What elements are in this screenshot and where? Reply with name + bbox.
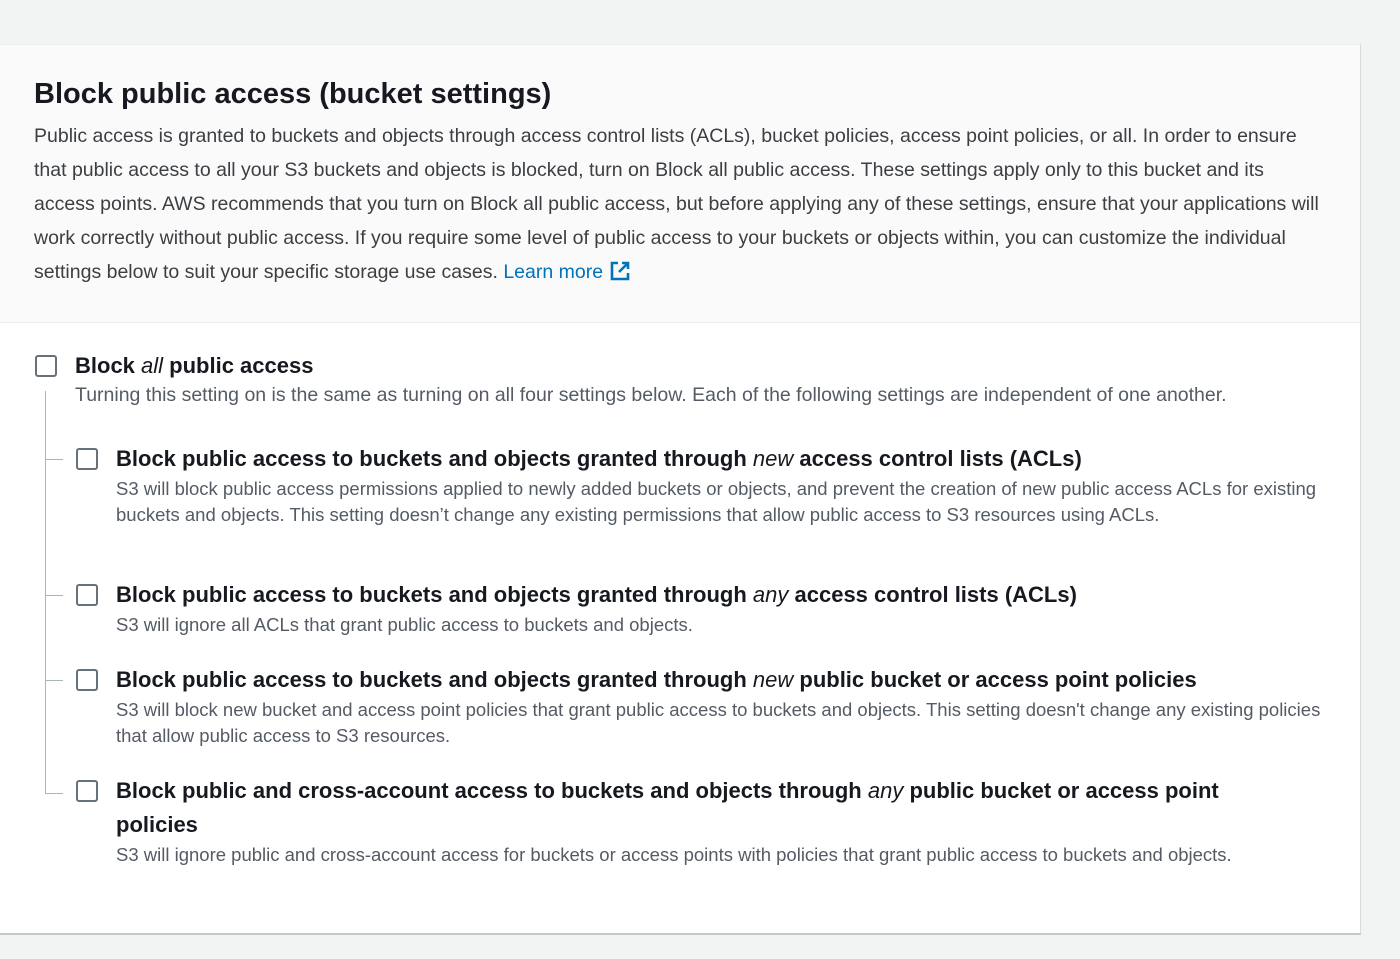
block-all-title-em[interactable]: all (141, 353, 164, 378)
option-1-title-pre[interactable]: Block public access to buckets and objects granted through (116, 446, 753, 471)
external-link-icon[interactable] (609, 260, 631, 282)
section-title: Block public access (bucket settings) (34, 78, 552, 110)
block-all-description: Turning this setting on is the same as turning on all four settings below. Each of the following settings are independent of one another. (75, 384, 1227, 406)
option-3-description: S3 will block new bucket and access point policies that grant public access to buckets and objects. This setting doesn't change any existing policies that allow public access to S3 resources. (116, 699, 1321, 746)
learn-more-label[interactable]: Learn more (503, 261, 604, 283)
option-2-title-em[interactable]: any (752, 582, 789, 607)
option-3-title-pre[interactable]: Block public access to buckets and objects granted through (116, 667, 753, 692)
option-2-title[interactable] (116, 578, 1346, 612)
option-3-title-post[interactable]: public bucket or access point policies (793, 667, 1197, 692)
panel-header (0, 45, 1360, 323)
option-3-title-em[interactable]: new (752, 667, 794, 692)
option-4-title-post[interactable]: public bucket or access point policies (116, 778, 1219, 837)
option-3-title[interactable] (116, 663, 1346, 697)
tree-line-vertical (45, 391, 46, 793)
option-4-description: S3 will ignore public and cross-account access for buckets or access points with policies that grant public access to buckets and objects. (116, 844, 1232, 865)
learn-more-link[interactable] (503, 261, 631, 283)
option-2-description: S3 will ignore all ACLs that grant public access to buckets and objects. (116, 614, 693, 635)
option-4-title-pre[interactable]: Block public and cross-account access to buckets and objects through (116, 778, 868, 803)
tree-branch-3 (45, 680, 63, 681)
tree-branch-1 (45, 459, 63, 460)
option-2-checkbox[interactable] (76, 584, 98, 606)
option-4-title[interactable] (116, 774, 1296, 842)
option-4-checkbox[interactable] (76, 780, 98, 802)
option-1-title-post[interactable]: access control lists (ACLs) (793, 446, 1082, 471)
option-2-title-post[interactable]: access control lists (ACLs) (788, 582, 1077, 607)
section-description-text: Public access is granted to buckets and objects through access control lists (ACLs), bucket policies, access point policies, or all. In order to ensure that public access to all your S3 buckets and objects is blocked, turn on Block all public access. These settings apply only to this bucket and its access points. AWS recommends that you turn on Block all public access, but before applying any of these settings, ensure that your applications will work correctly without public access. If you require some level of public access to your buckets or objects within, you can customize the individual settings below to suit your specific storage use cases. (34, 125, 1319, 283)
option-2-title-pre[interactable]: Block public access to buckets and objects granted through (116, 582, 753, 607)
option-3-checkbox[interactable] (76, 669, 98, 691)
option-1-description: S3 will block public access permissions applied to newly added buckets or objects, and prevent the creation of new public access ACLs for existing buckets and objects. This setting doesn’t change any existing permissions that allow public access to S3 resources using ACLs. (116, 478, 1317, 525)
tree-branch-2 (45, 595, 63, 596)
block-all-title-pre[interactable]: Block (75, 353, 142, 378)
option-1-title-em[interactable]: new (752, 446, 794, 471)
option-4-title-em[interactable]: any (867, 778, 904, 803)
section-description (34, 119, 1326, 289)
option-1-checkbox[interactable] (76, 448, 98, 470)
tree-branch-4 (45, 793, 63, 794)
option-1-title[interactable] (116, 442, 1346, 476)
block-public-access-panel (0, 44, 1361, 935)
block-all-title-post[interactable]: public access (163, 353, 314, 378)
block-all-checkbox[interactable] (35, 355, 57, 377)
block-all-title[interactable] (75, 349, 313, 383)
